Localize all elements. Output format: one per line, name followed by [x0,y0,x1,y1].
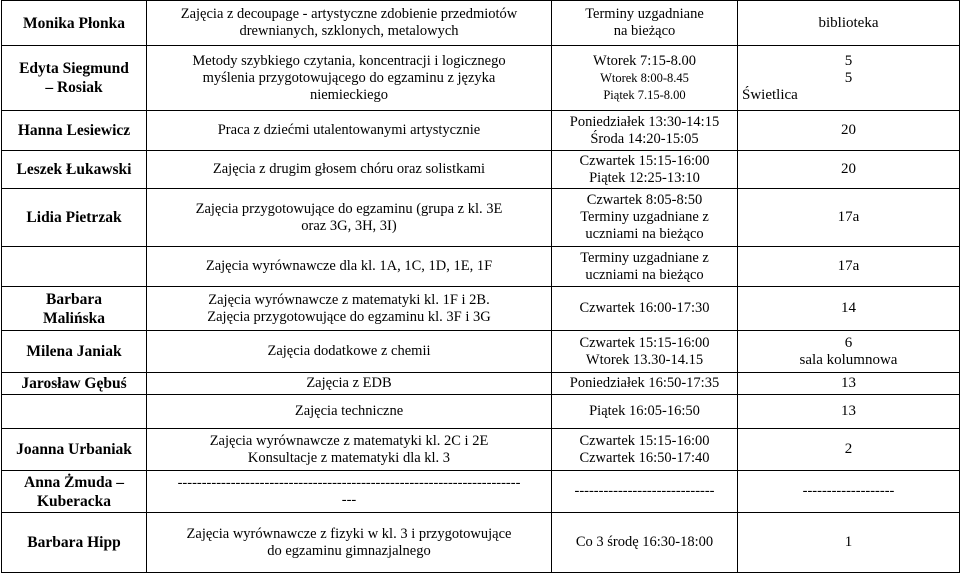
room-cell: 17a [738,247,960,287]
table-row [2,151,960,189]
teacher-cell: Barbara Malińska [2,287,147,331]
activity-cell: Zajęcia dodatkowe z chemii [147,331,552,373]
time-cell: Czwartek 8:05-8:50 Terminy uzgadniane z uczniami na bieżąco [552,189,738,247]
room-cell: biblioteka [738,1,960,46]
time-cell: Czwartek 15:15-16:00 Czwartek 16:50-17:40 [552,429,738,471]
room-cell: 5 5 Świetlica [738,46,960,111]
activity-cell: Zajęcia wyrównawcze z fizyki w kl. 3 i przygotowujące do egzaminu gimnazjalnego [147,513,552,573]
teacher-cell: Anna Żmuda – Kuberacka [2,471,147,513]
activity-cell: ----------------------------------------------------------------------- --- [147,471,552,513]
activity-cell: Zajęcia wyrównawcze z matematyki kl. 1F i 2B. Zajęcia przygotowujące do egzaminu kl. 3F i 3G [147,287,552,331]
room-cell: 20 [738,111,960,151]
activity-cell: Zajęcia wyrównawcze dla kl. 1A, 1C, 1D, 1E, 1F [147,247,552,287]
room-cell: 6 sala kolumnowa [738,331,960,373]
table-row [2,1,960,46]
time-cell: Terminy uzgadniane z uczniami na bieżąco [552,247,738,287]
teacher-cell: Hanna Lesiewicz [2,111,147,151]
room-cell: 13 [738,373,960,395]
teacher-cell: Barbara Hipp [2,513,147,573]
teacher-cell [2,395,147,429]
activity-cell: Metody szybkiego czytania, koncentracji i logicznego myślenia przygotowującego do egzaminu z języka niemieckiego [147,46,552,111]
teacher-cell: Joanna Urbaniak [2,429,147,471]
activity-cell: Zajęcia przygotowujące do egzaminu (grupa z kl. 3E oraz 3G, 3H, 3I) [147,189,552,247]
activity-cell: Zajęcia wyrównawcze z matematyki kl. 2C i 2E Konsultacje z matematyki dla kl. 3 [147,429,552,471]
table-row [2,429,960,471]
teacher-cell: Jarosław Gębuś [2,373,147,395]
time-cell: Poniedziałek 16:50-17:35 [552,373,738,395]
room-cell: 20 [738,151,960,189]
room-cell: 2 [738,429,960,471]
time-cell: Poniedziałek 13:30-14:15 Środa 14:20-15:05 [552,111,738,151]
teacher-cell: Lidia Pietrzak [2,189,147,247]
activity-cell: Zajęcia z drugim głosem chóru oraz solistkami [147,151,552,189]
table-row [2,46,960,111]
time-cell: Piątek 16:05-16:50 [552,395,738,429]
teacher-cell: Milena Janiak [2,331,147,373]
table-row [2,471,960,513]
room-cell: 14 [738,287,960,331]
time-cell: Terminy uzgadniane na bieżąco [552,1,738,46]
table-row [2,247,960,287]
teacher-cell: Edyta Siegmund – Rosiak [2,46,147,111]
teacher-cell [2,247,147,287]
activity-cell: Praca z dziećmi utalentowanymi artystycznie [147,111,552,151]
room-cell: ------------------- [738,471,960,513]
time-cell: ----------------------------- [552,471,738,513]
teacher-cell: Leszek Łukawski [2,151,147,189]
table-row [2,189,960,247]
time-cell: Czwartek 15:15-16:00 Piątek 12:25-13:10 [552,151,738,189]
room-cell: 17a [738,189,960,247]
activity-cell: Zajęcia z EDB [147,373,552,395]
activity-cell: Zajęcia techniczne [147,395,552,429]
time-cell: Czwartek 15:15-16:00 Wtorek 13.30-14.15 [552,331,738,373]
time-cell: Czwartek 16:00-17:30 [552,287,738,331]
room-cell: 13 [738,395,960,429]
table-row [2,373,960,395]
table-row [2,111,960,151]
table-row [2,395,960,429]
table-row [2,331,960,373]
room-cell: 1 [738,513,960,573]
activity-cell: Zajęcia z decoupage - artystyczne zdobienie przedmiotów drewnianych, szklonych, metalowych [147,1,552,46]
time-cell: Co 3 środę 16:30-18:00 [552,513,738,573]
table-row [2,513,960,573]
table-row [2,287,960,331]
schedule-table [1,0,960,573]
teacher-cell: Monika Płonka [2,1,147,46]
time-cell: Wtorek 7:15-8.00 Wtorek 8:00-8.45 Piątek 7.15-8.00 [552,46,738,111]
